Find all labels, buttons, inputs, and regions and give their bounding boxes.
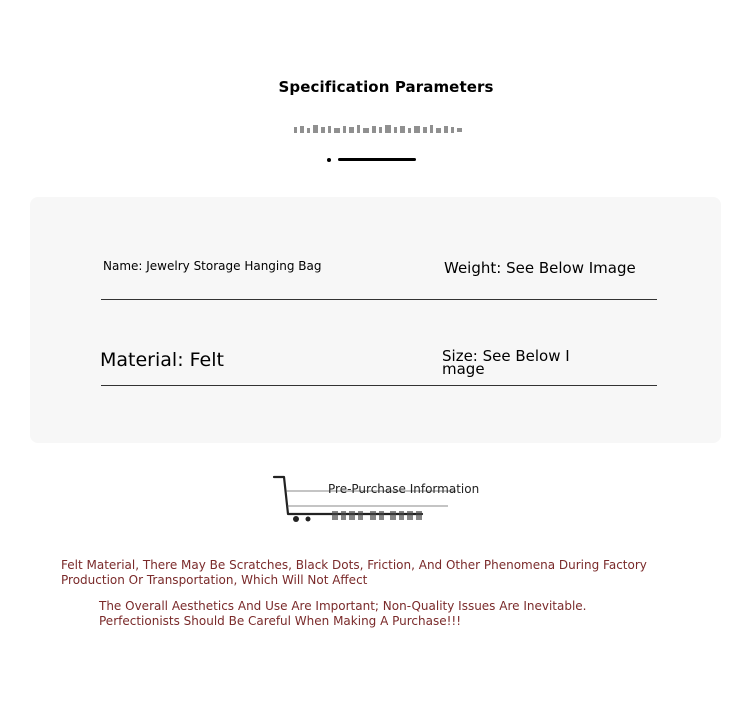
spec-size: Size: See Below I mage [442, 347, 570, 378]
spec-weight: Weight: See Below Image [444, 259, 636, 277]
title-dot [327, 158, 331, 162]
prepurchase-heading: Pre-Purchase Information [328, 482, 480, 496]
notice-text-1: Felt Material, There May Be Scratches, Black Dots, Friction, And Other Phenomena During Factory Production Or Transportation, Which Will Not Affect [61, 558, 647, 587]
notice-text-2: The Overall Aesthetics And Use Are Important; Non-Quality Issues Are Inevitable. Perfectionists Should Be Careful When Making A Purchase!!! [99, 599, 587, 628]
spec-material: Material: Felt [100, 349, 224, 371]
page-title: Specification Parameters [278, 78, 494, 96]
spec-divider-2 [101, 385, 657, 386]
spec-panel [30, 197, 721, 443]
spec-divider-1 [101, 299, 657, 300]
spec-name: Name: Jewelry Storage Hanging Bag [103, 259, 322, 273]
subtitle-decoration [292, 123, 470, 135]
title-underline [338, 158, 416, 161]
